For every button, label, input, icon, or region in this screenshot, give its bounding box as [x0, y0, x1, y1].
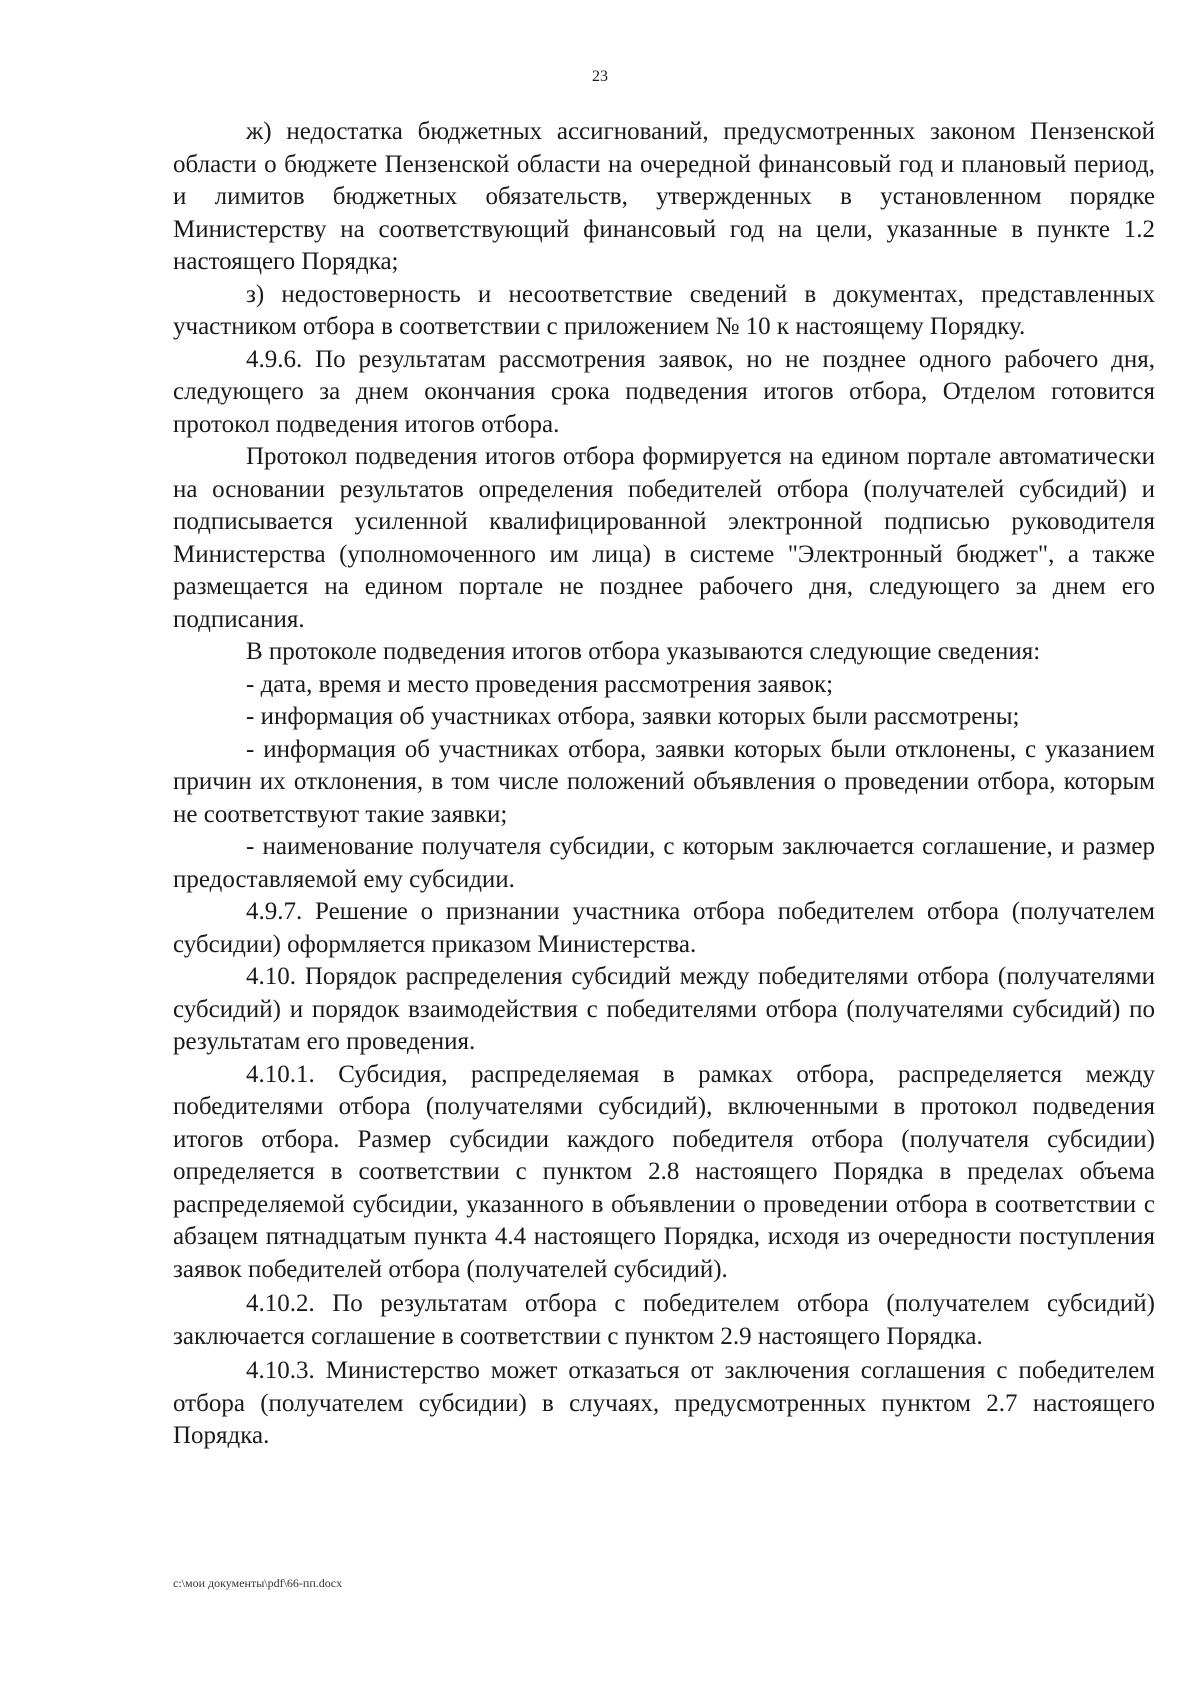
- paragraph-protocol-contents: В протоколе подведения итогов отбора указываются следующие сведения:: [246, 638, 1041, 665]
- paragraph-item-zh: ж) недостатка бюджетных ассигнований, предусмотренных законом Пензенской области о бюджете Пензенской области на очередной финансовый год и плановый период, и лимитов бюджетных обязательств, утвержденных в установленном порядке Министерству на соответствующий финансовый год на цели, указанные в пункте 1.2 настоящего Порядка;: [173, 118, 1155, 275]
- list-item-recipient-name: - наименование получателя субсидии, с которым заключается соглашение, и размер предоставляемой ему субсидии.: [173, 833, 1155, 893]
- paragraph-4-10: 4.10. Порядок распределения субсидий между победителями отбора (получателями субсидий) и порядок взаимодействия с победителями отбора (получателями субсидий) по результатам его проведения.: [173, 963, 1155, 1055]
- paragraph-4-10-1: 4.10.1. Субсидия, распределяемая в рамках отбора, распределяется между победителями отбора (получателями субсидий), включенными в протокол подведения итогов отбора. Размер субсидии каждого победителя отбора (получателя субсидии) определяется в соответствии с пунктом 2.8 настоящего Порядка в пределах объема распределяемой субсидии, указанного в объявлении о проведении отбора в соответствии с абзацем пятнадцатым пункта 4.4 настоящего Порядка, исходя из очередности поступления заявок победителей отбора (получателей субсидий).: [173, 1060, 1155, 1283]
- paragraph-4-10-3: 4.10.3. Министерство может отказаться от заключения соглашения с победителем отбора (получателем субсидии) в случаях, предусмотренных пунктом 2.7 настоящего Порядка.: [173, 1357, 1155, 1449]
- page-number: 23: [592, 68, 608, 85]
- paragraph-protocol-formation: Протокол подведения итогов отбора формируется на едином портале автоматически на основании результатов определения победителей отбора (получателей субсидий) и подписывается усиленной квалифицированной электронной подписью руководителя Министерства (уполномоченного им лица) в системе "Электронный бюджет", а также размещается на едином портале не позднее рабочего дня, следующего за днем его подписания.: [173, 443, 1155, 633]
- list-item-date-time-place: - дата, время и место проведения рассмотрения заявок;: [246, 670, 834, 698]
- footer-file-path: c:\мои документы\pdf\66-пп.docx: [173, 1576, 343, 1590]
- document-body: [173, 116, 1155, 1453]
- list-item-rejected-participants: - информация об участниках отбора, заявки которых были отклонены, с указанием причин их отклонения, в том числе положений объявления о проведении отбора, которым не соответствуют такие заявки;: [173, 735, 1155, 828]
- paragraph-4-10-2: 4.10.2. По результатам отбора с победителем отбора (получателем субсидий) заключается соглашение в соответствии с пунктом 2.9 настоящего Порядка.: [173, 1290, 1155, 1350]
- paragraph-4-9-7: 4.9.7. Решение о признании участника отбора победителем отбора (получателем субсидии) оформляется приказом Министерства.: [173, 898, 1155, 958]
- paragraph-4-9-6: 4.9.6. По результатам рассмотрения заявок, но не позднее одного рабочего дня, следующего за днем окончания срока подведения итогов отбора, Отделом готовится протокол подведения итогов отбора.: [173, 345, 1155, 438]
- list-item-considered-participants: - информация об участниках отбора, заявки которых были рассмотрены;: [246, 703, 1020, 730]
- paragraph-item-z: з) недостоверность и несоответствие сведений в документах, представленных участником отбора в соответствии с приложением № 10 к настоящему Порядку.: [173, 280, 1155, 340]
